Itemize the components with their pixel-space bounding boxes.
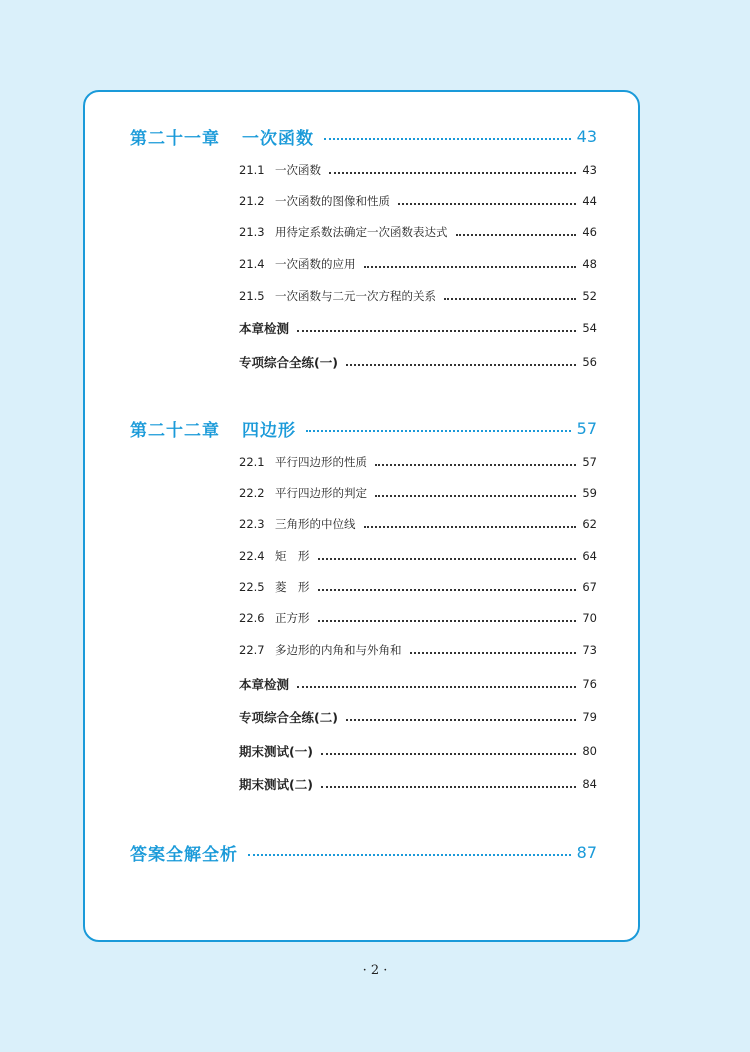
section-title: 三角形的中位线 [275,517,356,531]
leader-dots [324,138,571,140]
section-title: 菱 形 [275,580,310,594]
page-number: 54 [582,321,597,335]
page-number: 56 [582,355,597,369]
page-number: 87 [576,842,597,862]
section-number: 22.5 [239,580,265,594]
section-title: 一次函数 [275,163,321,177]
toc-section[interactable] [239,606,597,630]
page-number: 59 [582,486,597,500]
leader-dots [318,620,577,622]
page-number: 43 [576,126,597,146]
leader-dots [329,172,576,174]
toc-section[interactable] [239,220,597,244]
section-number: 21.1 [239,163,265,177]
final-test-title: 期末测试(一) [239,744,313,759]
special-title: 专项综合全练(一) [239,355,338,370]
toc-section[interactable] [239,252,597,276]
toc-final-test-2[interactable] [239,772,597,796]
leader-dots [444,298,576,300]
leader-dots [375,495,576,497]
answers-title: 答案全解全析 [130,844,238,865]
toc-section[interactable] [239,284,597,308]
section-title: 正方形 [275,611,310,625]
section-title: 平行四边形的性质 [275,455,367,469]
section-title: 一次函数的应用 [275,257,356,271]
leader-dots [306,430,571,432]
section-number: 22.6 [239,611,265,625]
review-title: 本章检测 [239,321,290,336]
page-number: 80 [582,744,597,758]
leader-dots [456,234,577,236]
page-number: 44 [582,194,597,208]
toc-final-test-1[interactable] [239,739,597,763]
page-number: 84 [582,777,597,791]
toc-special-practice[interactable] [239,350,597,374]
section-number: 21.2 [239,194,265,208]
leader-dots [318,558,577,560]
leader-dots [364,526,577,528]
chapter-title: 一次函数 [242,128,314,149]
section-title: 用待定系数法确定一次函数表达式 [275,225,448,239]
page-number: 48 [582,257,597,271]
section-number: 22.1 [239,455,265,469]
section-number: 21.4 [239,257,265,271]
toc-section[interactable] [239,158,597,182]
page-number: 57 [582,455,597,469]
final-test-title: 期末测试(二) [239,777,313,792]
leader-dots [346,719,576,721]
section-number: 22.2 [239,486,265,500]
section-number: 22.4 [239,549,265,563]
leader-dots [410,652,577,654]
review-title: 本章检测 [239,677,290,692]
toc-answers[interactable] [130,840,597,864]
leader-dots [318,589,577,591]
section-title: 矩 形 [275,549,310,563]
page-number: 64 [582,549,597,563]
chapter-number: 第二十一章 [130,128,220,149]
section-number: 21.5 [239,289,265,303]
toc-section[interactable] [239,450,597,474]
section-title: 平行四边形的判定 [275,486,367,500]
page-number: 67 [582,580,597,594]
page-number: 70 [582,611,597,625]
leader-dots [398,203,576,205]
leader-dots [375,464,576,466]
page-number: 79 [582,710,597,724]
toc-review[interactable] [239,316,597,340]
section-number: 22.3 [239,517,265,531]
page-number: 76 [582,677,597,691]
section-title: 多边形的内角和与外角和 [275,643,402,657]
page-number: 57 [576,418,597,438]
page-number: 46 [582,225,597,239]
leader-dots [297,686,576,688]
chapter-number: 第二十二章 [130,420,220,441]
page-number: 62 [582,517,597,531]
toc-section[interactable] [239,512,597,536]
leader-dots [346,364,576,366]
section-title: 一次函数与二元一次方程的关系 [275,289,436,303]
toc-special-practice[interactable] [239,705,597,729]
toc-section[interactable] [239,575,597,599]
toc-section[interactable] [239,481,597,505]
footer-page-number: · 2 · [362,963,388,978]
leader-dots [364,266,577,268]
special-title: 专项综合全练(二) [239,710,338,725]
chapter-title: 四边形 [242,420,296,441]
leader-dots [321,786,576,788]
page-number: 52 [582,289,597,303]
section-number: 22.7 [239,643,265,657]
toc-section[interactable] [239,189,597,213]
toc-review[interactable] [239,672,597,696]
toc-section[interactable] [239,638,597,662]
leader-dots [248,854,571,856]
toc-chapter-21[interactable] [130,124,597,148]
leader-dots [321,753,576,755]
page-number: 73 [582,643,597,657]
toc-chapter-22[interactable] [130,416,597,440]
page-number: 43 [582,163,597,177]
section-number: 21.3 [239,225,265,239]
section-title: 一次函数的图像和性质 [275,194,390,208]
toc-section[interactable] [239,544,597,568]
leader-dots [297,330,576,332]
